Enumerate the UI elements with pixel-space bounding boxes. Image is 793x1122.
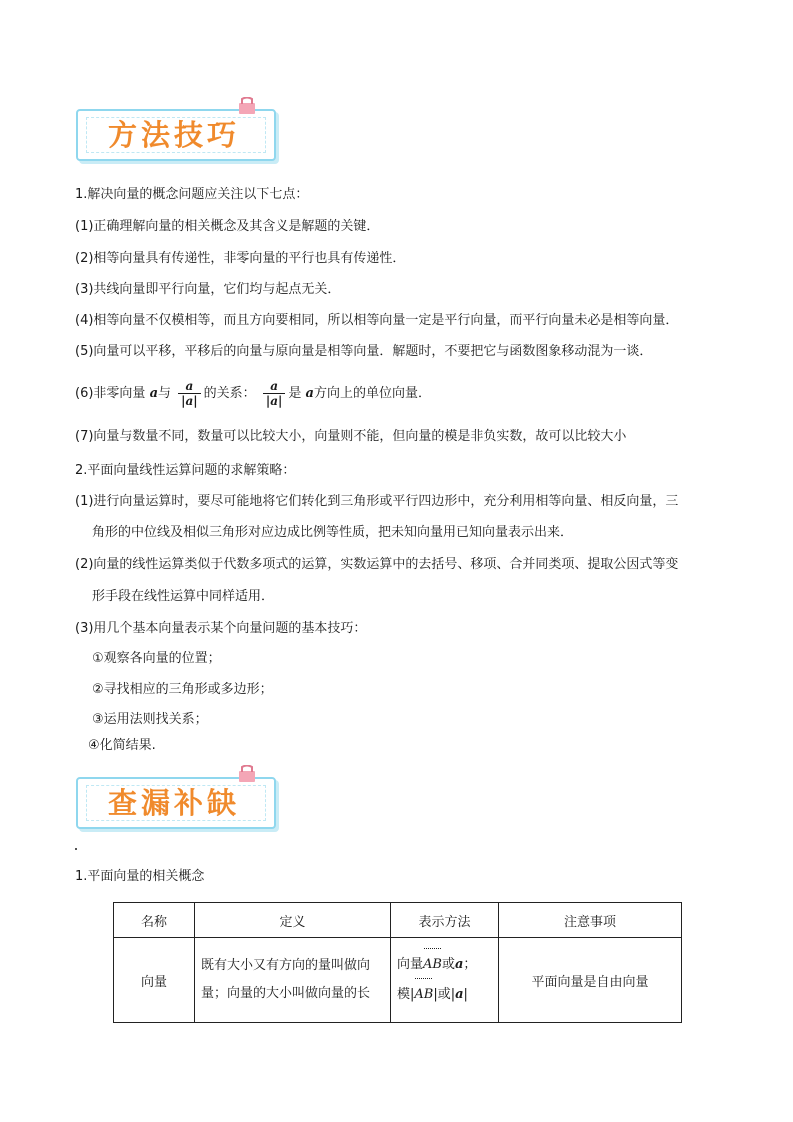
text: 与 bbox=[158, 386, 172, 401]
fraction bbox=[263, 379, 286, 408]
step-item: ③运用法则找关系； bbox=[92, 712, 208, 727]
list-item: (4)相等向量不仅模相等，而且方向要相同，所以相等向量一定是平行向量，而平行向量未必是相等向量． bbox=[75, 313, 679, 328]
cell-name: 向量 bbox=[114, 938, 195, 1023]
list-item-continuation: 形手段在线性运算中同样适用． bbox=[92, 589, 275, 604]
text: ； bbox=[463, 957, 477, 972]
text: 模| bbox=[397, 987, 415, 1002]
text: | bbox=[463, 987, 468, 1002]
table-header: 表示方法 bbox=[391, 903, 499, 938]
stray-dot bbox=[75, 848, 77, 850]
fraction bbox=[178, 379, 201, 408]
step-item: ①观察各向量的位置； bbox=[92, 651, 221, 666]
list-item: (3)用几个基本向量表示某个向量问题的基本技巧： bbox=[75, 621, 367, 636]
section-banner-gaps bbox=[76, 771, 281, 829]
fraction-denominator: |a| bbox=[178, 393, 201, 408]
cell-definition: 既有大小又有方向的量叫做向量；向量的大小叫做向量的长 bbox=[195, 938, 391, 1023]
fraction-numerator: a bbox=[185, 379, 194, 393]
paragraph-title: 1.平面向量的相关概念 bbox=[75, 869, 205, 884]
list-item: (1)进行向量运算时，要尽可能地将它们转化到三角形或平行四边形中，充分利用相等向量、相反向量，三 bbox=[75, 494, 679, 509]
concepts-table bbox=[113, 902, 682, 1023]
text: 向量 bbox=[397, 957, 424, 972]
section-title: 查漏补缺 bbox=[107, 786, 240, 820]
text: 方向上的单位向量． bbox=[313, 386, 431, 401]
step-item: ④化简结果. bbox=[88, 738, 156, 753]
text: |或| bbox=[433, 987, 456, 1002]
table-header-row bbox=[114, 903, 682, 938]
step-item: ②寻找相应的三角形或多边形； bbox=[92, 682, 273, 697]
text: 或 bbox=[441, 957, 455, 972]
text: (6)非零向量 bbox=[75, 386, 146, 401]
table-row bbox=[114, 938, 682, 1023]
vector-variable: a bbox=[149, 386, 158, 401]
list-item: (2)相等向量具有传递性，非零向量的平行也具有传递性． bbox=[75, 251, 406, 266]
vector-variable: a bbox=[305, 386, 314, 401]
cell-note: 平面向量是自由向量 bbox=[499, 938, 682, 1023]
table-header: 注意事项 bbox=[499, 903, 682, 938]
list-item: (3)共线向量即平行向量，它们均与起点无关． bbox=[75, 282, 341, 297]
paragraph-title: 1.解决向量的概念问题应关注以下七点： bbox=[75, 187, 309, 202]
list-item: (7)向量与数量不同，数量可以比较大小，向量则不能，但向量的模是非负实数，故可以比较大小 bbox=[75, 429, 627, 444]
vector-variable: a bbox=[454, 957, 464, 972]
text: 的关系： bbox=[203, 386, 256, 401]
cell-notation bbox=[391, 938, 499, 1023]
section-banner-method bbox=[76, 103, 281, 161]
list-item-continuation: 角形的中位线及相似三角形对应边成比例等性质，把未知向量用已知向量表示出来． bbox=[92, 525, 574, 540]
list-item: (1)正确理解向量的相关概念及其含义是解题的关键． bbox=[75, 219, 380, 234]
fraction-denominator: |a| bbox=[263, 393, 286, 408]
text: 是 bbox=[288, 386, 302, 401]
list-item-unit-vector bbox=[75, 378, 431, 410]
section-title: 方法技巧 bbox=[107, 118, 240, 152]
vector-ab: AB bbox=[423, 950, 442, 980]
list-item: (5)向量可以平移，平移后的向量与原向量是相等向量．解题时，不要把它与函数图象移动混为一谈． bbox=[75, 344, 653, 359]
paragraph-title: 2.平面向量线性运算问题的求解策略： bbox=[75, 463, 296, 478]
fraction-numerator: a bbox=[270, 379, 278, 393]
list-item: (2)向量的线性运算类似于代数多项式的运算，实数运算中的去括号、移项、合并同类项、提取公因式等变 bbox=[75, 557, 679, 572]
table-header: 定义 bbox=[195, 903, 391, 938]
notation-line bbox=[397, 980, 492, 1010]
table-header: 名称 bbox=[114, 903, 195, 938]
vector-ab: AB bbox=[414, 980, 433, 1010]
vector-variable: a bbox=[455, 987, 464, 1002]
notation-line bbox=[397, 950, 492, 980]
